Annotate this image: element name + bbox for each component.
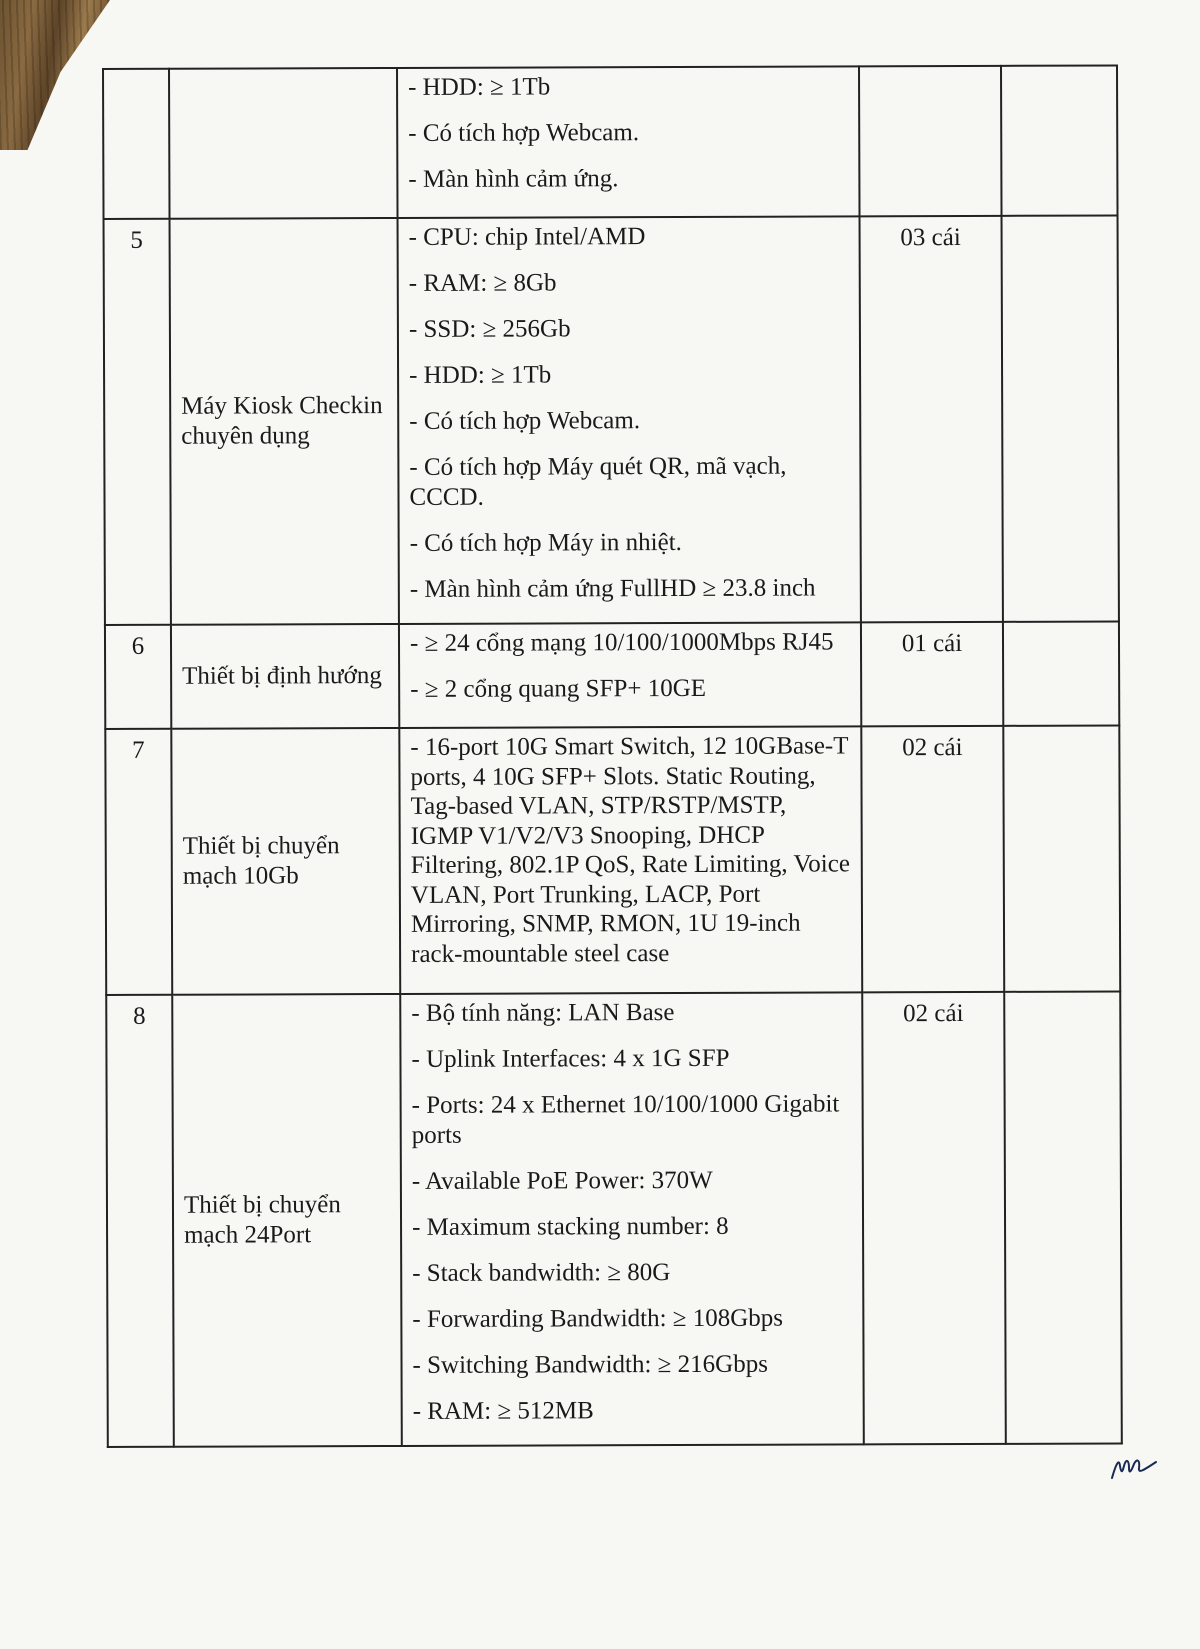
note-cell [1001,65,1118,215]
table-row [104,215,1119,625]
row-number-cell: 8 [106,995,174,1447]
spec-line: - ≥ 24 cổng mạng 10/100/1000Mbps RJ45 [409,628,834,657]
spec-line: - CPU: chip Intel/AMD [408,223,646,251]
table-row [106,991,1122,1447]
item-name-cell: Máy Kiosk Checkin chuyên dụng [170,218,399,625]
quantity-cell [859,66,1002,216]
row-number-cell: 6 [105,625,171,729]
spec-line: - Switching Bandwidth: ≥ 216Gbps [412,1350,768,1379]
spec-cell [399,726,862,994]
spec-line: - HDD: ≥ 1Tb [408,73,551,101]
spec-line: - Stack bandwidth: ≥ 80G [412,1259,671,1287]
spec-line: - ≥ 2 cổng quang SFP+ 10GE [410,674,707,703]
spec-line: - Màn hình cảm ứng. [408,165,619,193]
spec-line: - RAM: ≥ 8Gb [408,269,557,297]
spec-line: - Màn hình cảm ứng FullHD ≥ 23.8 inch [409,574,816,603]
item-name-cell: Thiết bị chuyển mạch 10Gb [171,728,400,995]
spec-line: - Có tích hợp Máy quét QR, mã vạch, CCCD. [409,452,787,511]
spec-cell [397,66,860,218]
note-cell [1002,215,1119,621]
spec-line: - Có tích hợp Webcam. [409,407,641,435]
spec-cell [400,992,864,1446]
note-cell [1003,621,1119,725]
wood-background-corner [0,0,110,150]
spec-cell [398,216,861,624]
quantity-cell: 03 cái [860,216,1003,622]
item-name-cell: Thiết bị chuyển mạch 24Port [172,994,402,1447]
table-row [105,725,1120,995]
spec-line: - Có tích hợp Máy in nhiệt. [409,528,682,557]
item-name-cell: Thiết bị định hướng [171,624,399,729]
row-number-cell: 7 [105,729,172,995]
item-name-cell [169,68,398,219]
spec-line: - Maximum stacking number: 8 [412,1212,729,1241]
quantity-cell: 01 cái [861,622,1003,726]
spec-line: - RAM: ≥ 512MB [412,1397,594,1425]
spec-line: - Bộ tính năng: LAN Base [411,999,675,1027]
spec-line: - HDD: ≥ 1Tb [409,361,552,389]
spec-paragraph: - 16-port 10G Smart Switch, 12 10GBase-T ports, 4 10G SFP+ Slots. Static Routing, Tag-based VLAN, STP/RSTP/MSTP, IGMP V1/V2/V3 Snooping, DHCP Filtering, 802.1P QoS, Rate Limiting, Voice VLAN, Port Trunking, LACP, Port Mirroring, SNMP, RMON, 1U 19-inch rack-mountable steel case [410,732,850,968]
spec-line: - Ports: 24 x Ethernet 10/100/1000 Gigabit ports [411,1090,840,1149]
spec-line: - Forwarding Bandwidth: ≥ 108Gbps [412,1304,784,1333]
spec-line: - Available PoE Power: 370W [411,1166,713,1195]
spec-line: - SSD: ≥ 256Gb [408,315,571,343]
row-number-cell: 5 [104,219,171,625]
row-number-cell [103,69,170,219]
table-row [105,621,1119,729]
note-cell [1003,725,1120,991]
handwritten-initials-mark [1110,1452,1160,1482]
spec-line: - Uplink Interfaces: 4 x 1G SFP [411,1044,730,1073]
spec-cell [399,622,861,728]
spec-line: - Có tích hợp Webcam. [408,119,640,147]
table-row [103,65,1118,219]
quantity-cell: 02 cái [861,726,1004,992]
quantity-cell: 02 cái [862,992,1006,1444]
note-cell [1004,991,1122,1443]
equipment-spec-table [102,64,1123,1448]
